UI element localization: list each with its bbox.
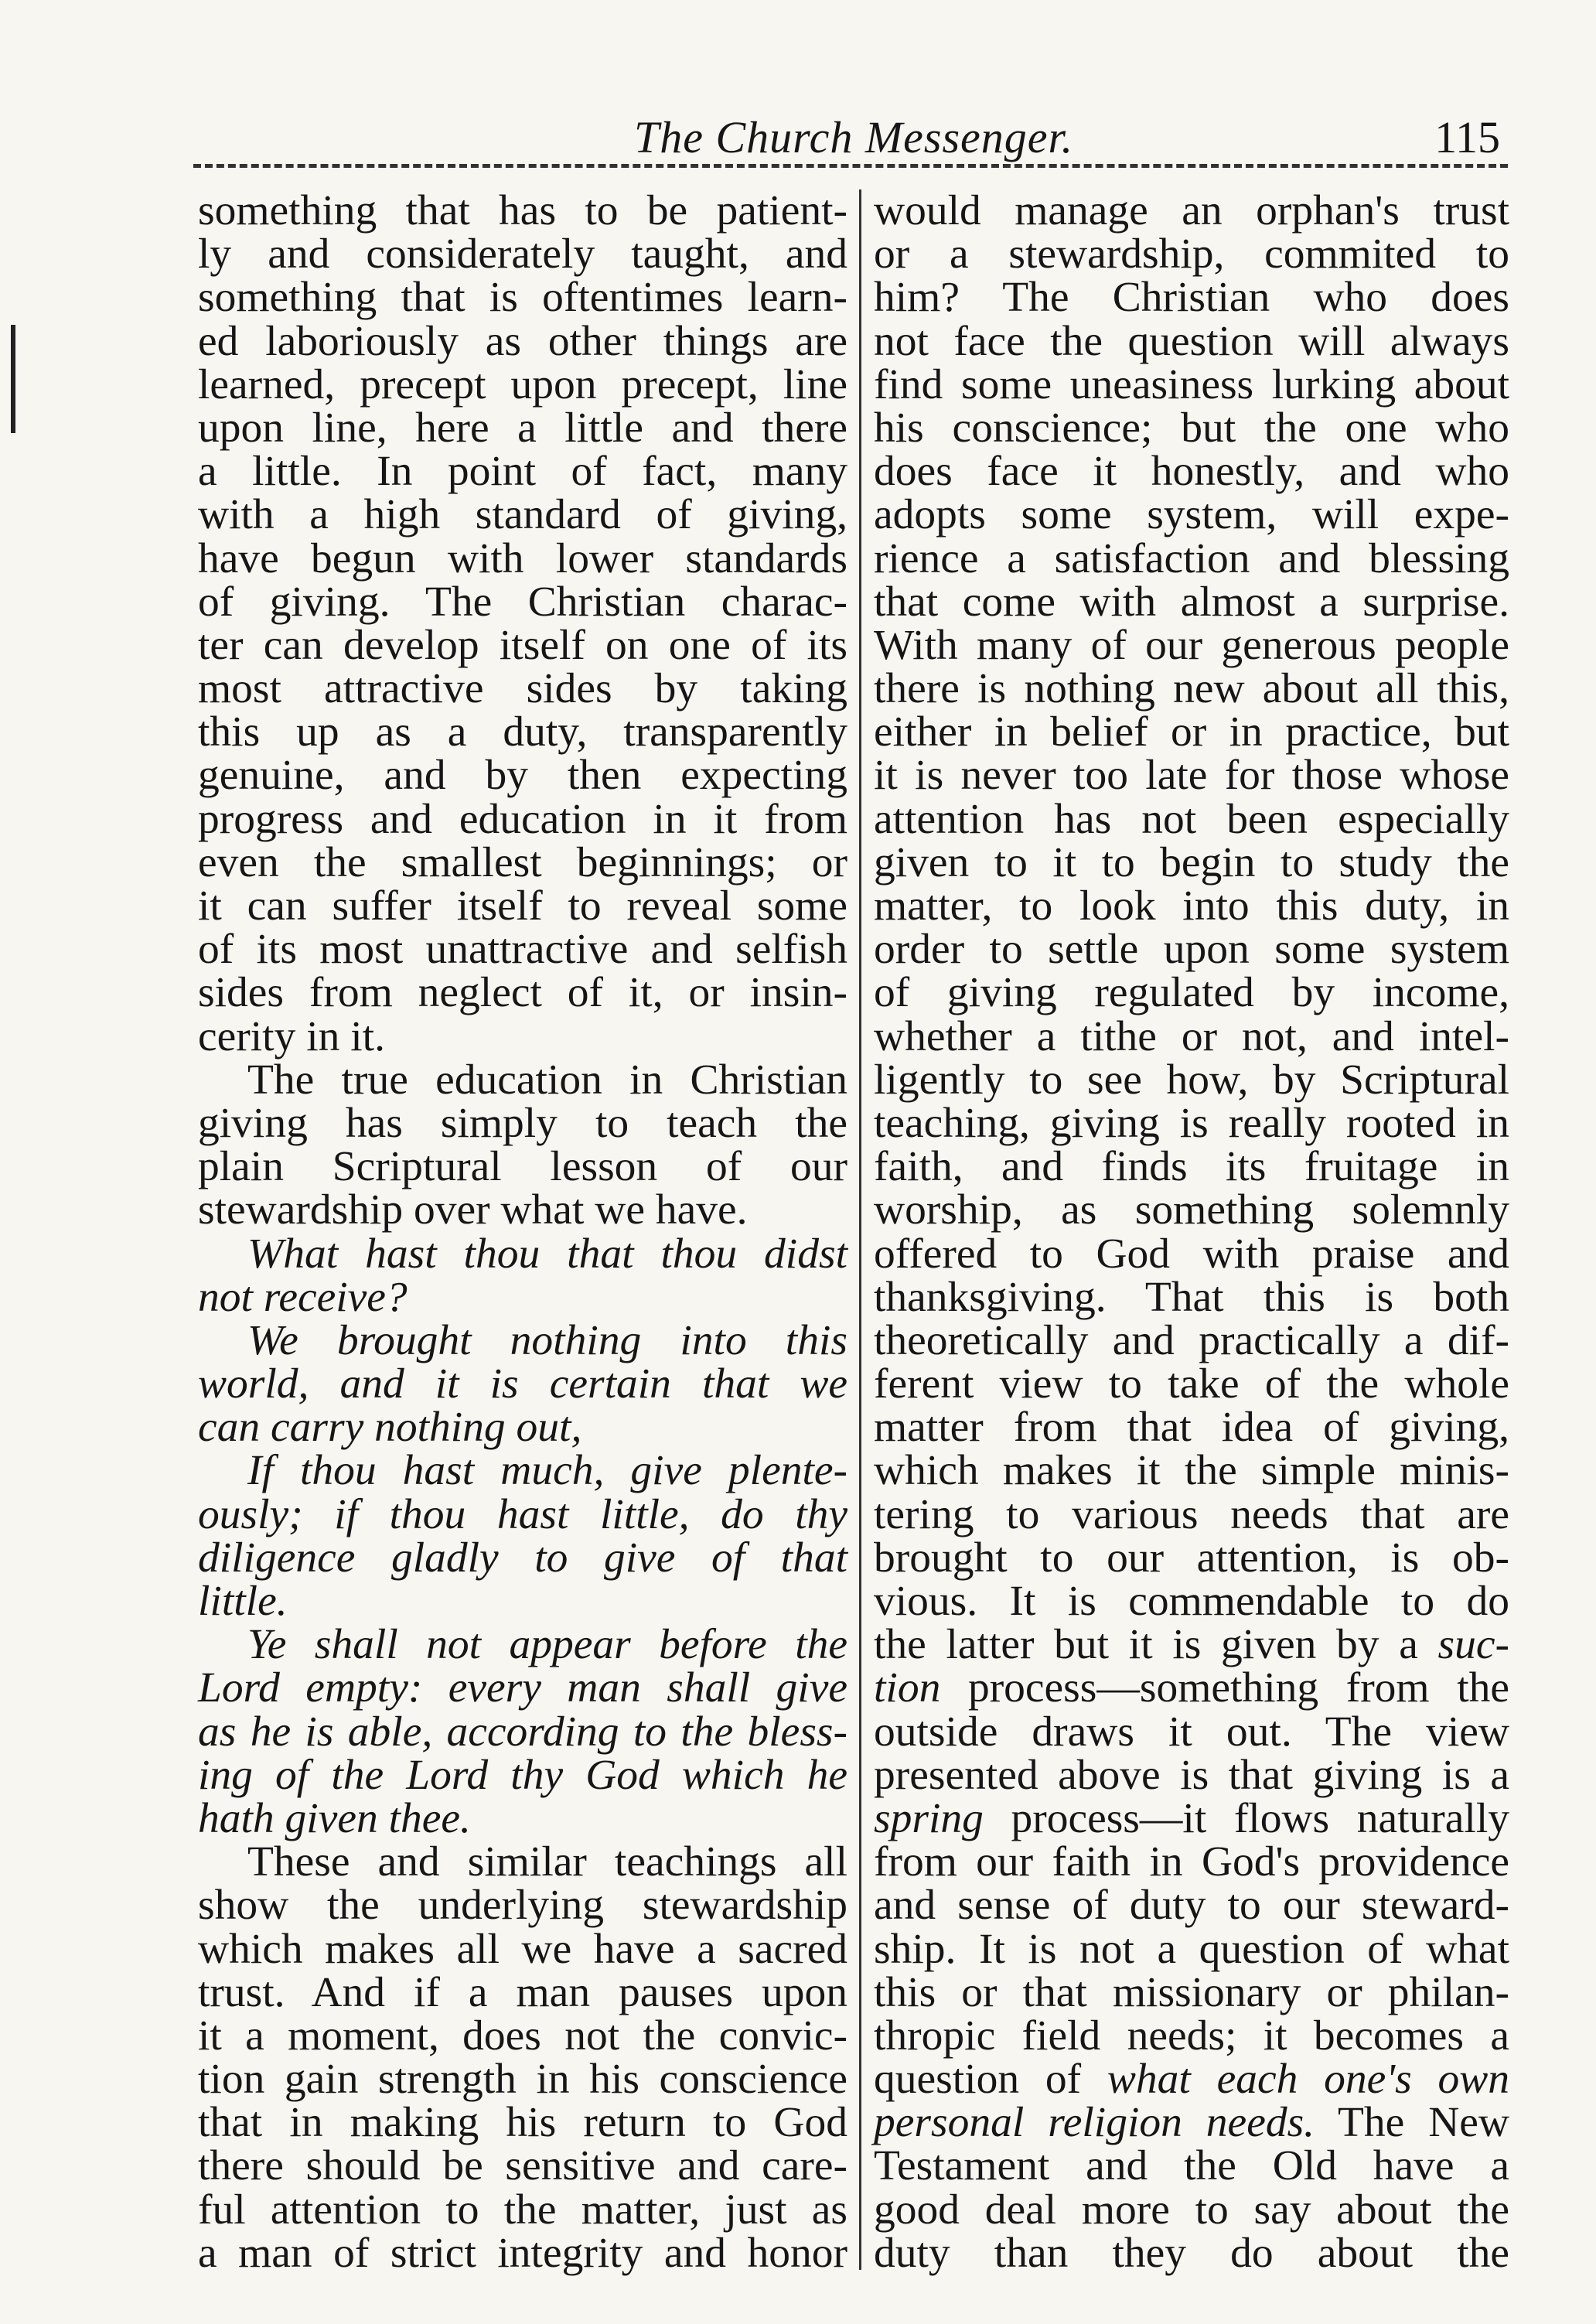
text-line: given to it to begin to study the — [874, 838, 1509, 886]
text-line — [874, 1794, 1509, 1842]
text-line: his conscience; but the one who — [874, 404, 1509, 452]
left-column — [198, 189, 847, 2275]
text-line: We brought nothing into this — [247, 1316, 847, 1364]
text-line: trust. And if a man pauses upon — [198, 1968, 847, 2016]
text-line: a man of strict integrity and honor — [198, 2229, 847, 2277]
text-line — [874, 1623, 1509, 1667]
text-line: tion gain strength in his conscience — [198, 2056, 847, 2104]
text-line: What hast thou that thou didst — [247, 1230, 847, 1278]
text-line: can carry nothing out, — [198, 1404, 582, 1452]
text-line: from our faith in God's providence — [874, 1838, 1509, 1886]
text-line: thropic field needs; it becomes a — [874, 2012, 1509, 2060]
text-line: there should be sensitive and care- — [198, 2142, 847, 2190]
text-line: that in making his return to God — [198, 2099, 847, 2147]
text-line: it can suffer itself to reveal some — [198, 882, 847, 930]
text-line: find some uneasiness lurking about — [874, 360, 1509, 408]
text-line: tering to various needs that are — [874, 1490, 1509, 1538]
journal-title: The Church Messenger. — [634, 112, 1074, 162]
text-line: world, and it is certain that we — [198, 1360, 847, 1408]
text-line: With many of our generous people — [874, 621, 1509, 669]
text-line: Ye shall not appear before the — [247, 1621, 847, 1669]
text-line: presented above is that giving is a — [874, 1751, 1509, 1799]
text-line: which makes all we have a sacred — [198, 1925, 847, 1973]
text-line: adopts some system, will expe- — [874, 491, 1509, 539]
column-divider — [859, 189, 861, 2270]
text-line: it is never too late for those whose — [874, 752, 1509, 800]
text-line: learned, precept upon precept, line — [198, 360, 847, 408]
text-line: ligently to see how, by Scriptural — [874, 1056, 1509, 1104]
text-line: theoretically and practically a dif- — [874, 1316, 1509, 1364]
page-number: 115 — [1434, 112, 1500, 162]
text-line: not face the question will always — [874, 317, 1509, 365]
text-line: this or that missionary or philan- — [874, 1968, 1509, 2016]
text-line: ly and considerately taught, and — [198, 230, 847, 278]
text-line: does face it honestly, and who — [874, 448, 1509, 496]
text-line: sides from neglect of it, or insin- — [198, 969, 847, 1017]
text-line: that come with almost a surprise. — [874, 578, 1509, 626]
text-line: as he is able, according to the bless- — [198, 1708, 847, 1756]
text-line: Lord empty: every man shall give — [198, 1664, 847, 1712]
text-line: a little. In point of fact, many — [198, 448, 847, 496]
text-line: vious. It is commendable to do — [874, 1578, 1509, 1625]
text-line: ter can develop itself on one of its — [198, 621, 847, 669]
text-line: it a moment, does not the convic- — [198, 2012, 847, 2060]
text-line: whether a tithe or not, and intel- — [874, 1012, 1509, 1060]
text-line: have begun with lower standards — [198, 534, 847, 582]
text-run: the latter but it is given by a — [874, 1621, 1438, 1669]
text-line: good deal more to say about the — [874, 2186, 1509, 2234]
text-line: ing of the Lord thy God which he — [198, 1751, 847, 1799]
text-line: this up as a duty, transparently — [198, 708, 847, 756]
text-line: duty than they do about the — [874, 2229, 1509, 2277]
text-line: outside draws it out. The view — [874, 1708, 1509, 1756]
text-line: ed laboriously as other things are — [198, 317, 847, 365]
text-line: would manage an orphan's trust — [874, 187, 1509, 234]
header-rule — [193, 164, 1508, 168]
text-line — [874, 1664, 1509, 1712]
text-line: genuine, and by then expecting — [198, 752, 847, 800]
text-line: ship. It is not a question of what — [874, 1925, 1509, 1973]
text-line: teaching, giving is really rooted in — [874, 1099, 1509, 1147]
text-run: process—something from the — [940, 1664, 1509, 1712]
text-line: either in belief or in practice, but — [874, 708, 1509, 756]
text-line: show the underlying stewardship — [198, 1882, 847, 1930]
text-line: order to settle upon some system — [874, 926, 1509, 974]
text-line: not receive? — [198, 1273, 408, 1321]
text-line: faith, and finds its fruitage in — [874, 1143, 1509, 1191]
text-line: offered to God with praise and — [874, 1230, 1509, 1278]
text-line: of giving regulated by income, — [874, 969, 1509, 1017]
text-line: which makes it the simple minis- — [874, 1447, 1509, 1495]
text-line: plain Scriptural lesson of our — [198, 1143, 847, 1191]
text-line: matter, to look into this duty, in — [874, 882, 1509, 930]
text-line: and sense of duty to our steward- — [874, 1882, 1509, 1930]
text-line: hath given thee. — [198, 1794, 471, 1842]
text-line: there is nothing new about all this, — [874, 665, 1509, 713]
text-line: of its most unattractive and selfish — [198, 926, 847, 974]
text-run: The New — [1315, 2099, 1509, 2147]
text-line: or a stewardship, commited to — [874, 230, 1509, 278]
text-run: spring — [874, 1794, 984, 1842]
text-line — [874, 2056, 1509, 2104]
text-run: question of — [874, 2056, 1107, 2104]
text-line: progress and education in it from — [198, 795, 847, 843]
right-column — [874, 189, 1509, 2275]
text-line: him? The Christian who does — [874, 274, 1509, 322]
text-line: something that is oftentimes learn- — [198, 274, 847, 322]
text-line: little. — [198, 1578, 288, 1625]
text-line: brought to our attention, is ob- — [874, 1534, 1509, 1582]
text-line: stewardship over what we have. — [198, 1186, 748, 1234]
text-line: matter from that idea of giving, — [874, 1404, 1509, 1452]
text-line: diligence gladly to give of that — [198, 1534, 847, 1582]
text-line: attention has not been especially — [874, 795, 1509, 843]
text-line: ferent view to take of the whole — [874, 1360, 1509, 1408]
text-line: upon line, here a little and there — [198, 404, 847, 452]
text-line: rience a satisfaction and blessing — [874, 534, 1509, 582]
text-line: These and similar teachings all — [247, 1838, 847, 1886]
text-line: Testament and the Old have a — [874, 2142, 1509, 2190]
running-header — [193, 108, 1508, 170]
text-line: of giving. The Christian charac- — [198, 578, 847, 626]
text-run: suc- — [1437, 1621, 1509, 1669]
text-line: even the smallest beginnings; or — [198, 838, 847, 886]
text-run: tion — [874, 1664, 941, 1712]
text-run: what each one's own — [1107, 2056, 1509, 2104]
text-line: ously; if thou hast little, do thy — [198, 1490, 847, 1538]
text-line: cerity in it. — [198, 1012, 385, 1060]
text-line: The true education in Christian — [247, 1056, 847, 1104]
text-line: with a high standard of giving, — [198, 491, 847, 539]
text-line: something that has to be patient- — [198, 187, 847, 234]
text-line: thanksgiving. That this is both — [874, 1273, 1509, 1321]
text-line: most attractive sides by taking — [198, 665, 847, 713]
margin-mark — [11, 325, 15, 433]
text-line — [874, 2101, 1509, 2145]
text-line: ful attention to the matter, just as — [198, 2186, 847, 2234]
text-line: giving has simply to teach the — [198, 1099, 847, 1147]
text-line: worship, as something solemnly — [874, 1186, 1509, 1234]
text-run: process—it flows naturally — [983, 1794, 1509, 1842]
text-line: If thou hast much, give plente- — [247, 1447, 847, 1495]
text-run: personal religion needs. — [874, 2099, 1315, 2147]
